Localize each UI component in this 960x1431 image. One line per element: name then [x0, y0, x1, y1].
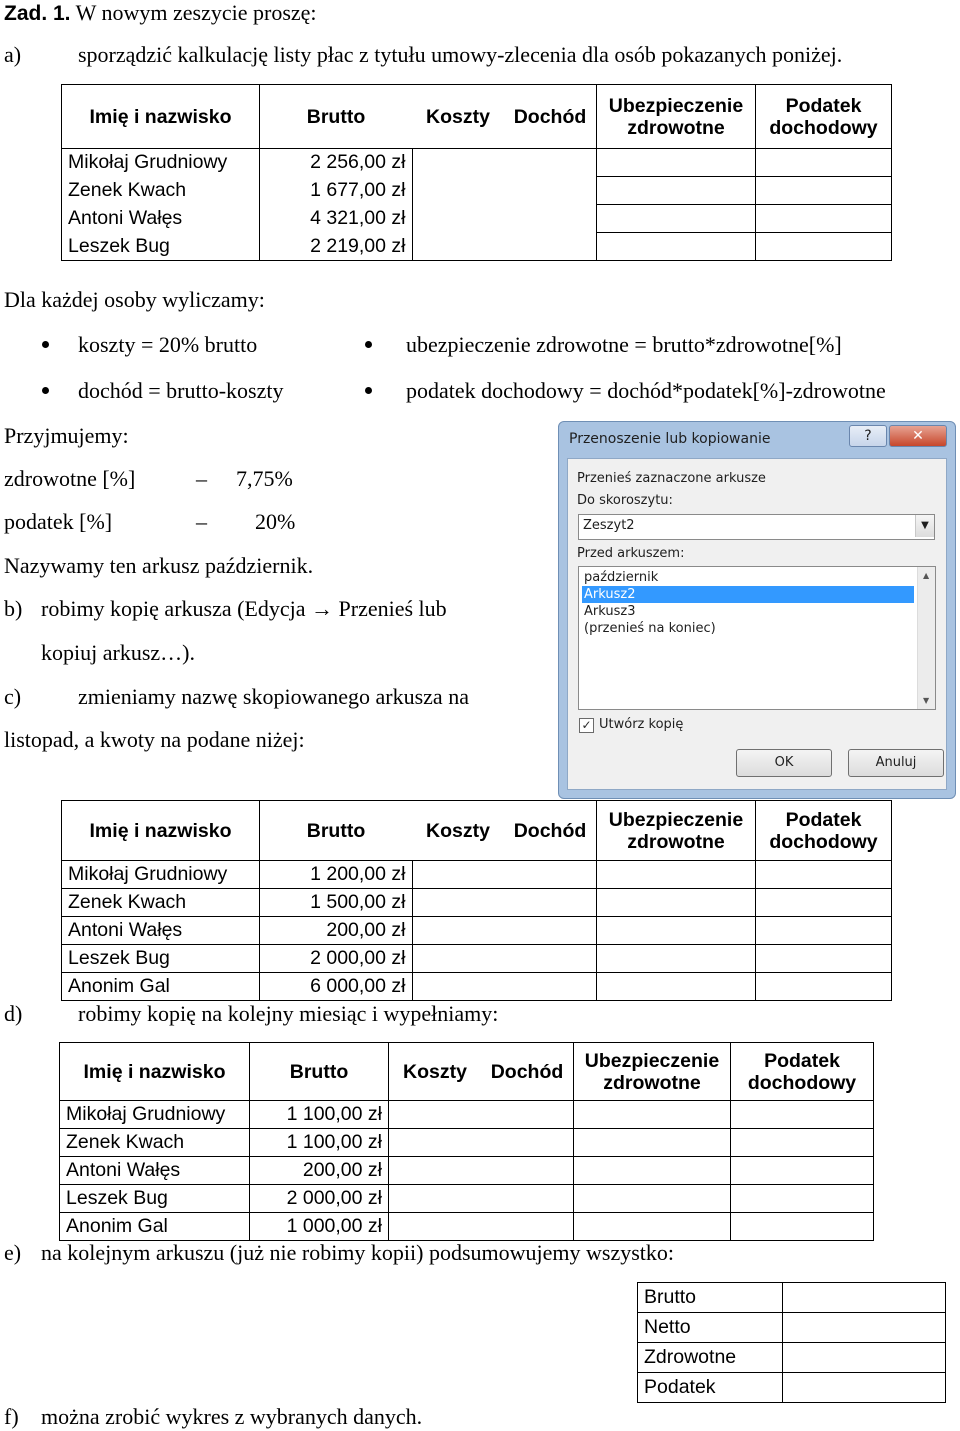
cell-brutto: 200,00 zł: [250, 1157, 389, 1185]
bullet-icon: [365, 341, 372, 348]
table-row: [62, 149, 892, 177]
cell-name: Mikołaj Grudniowy: [62, 149, 260, 177]
table-row: [60, 1157, 874, 1185]
col-header-ubezp: Ubezpieczenie zdrowotne: [597, 801, 756, 861]
dialog-title: Przenoszenie lub kopiowanie: [569, 431, 771, 447]
table-row: [62, 945, 892, 973]
table-row: [60, 1185, 874, 1213]
chevron-down-icon[interactable]: ▼: [915, 515, 934, 537]
summary-label: Podatek: [638, 1373, 783, 1403]
formula-ubezp: ubezpieczenie zdrowotne = brutto*zdrowotne[%]: [406, 332, 842, 357]
step-e-text: na kolejnym arkuszu (już nie robimy kopii) podsumowujemy wszystko:: [41, 1240, 675, 1265]
scroll-up-icon[interactable]: ▲: [923, 571, 930, 580]
cell-name: Zenek Kwach: [62, 177, 260, 205]
table-row: [62, 973, 892, 1001]
table-row: [62, 205, 892, 233]
step-c-line1: zmieniamy nazwę skopiowanego arkusza na: [78, 684, 469, 709]
table-row: [638, 1373, 946, 1403]
cell-name: Leszek Bug: [62, 945, 260, 973]
col-header-podatek: Podatek dochodowy: [756, 85, 892, 149]
cell-name: Leszek Bug: [60, 1185, 250, 1213]
step-e-label: e): [4, 1240, 22, 1265]
cell-brutto: 1 100,00 zł: [250, 1101, 389, 1129]
step-b-label: b): [4, 596, 23, 621]
step-c-line2: listopad, a kwoty na podane niżej:: [4, 727, 305, 752]
sheet-name-note: Nazywamy ten arkusz październik.: [4, 553, 314, 578]
col-header-dochod: Dochód: [481, 1043, 574, 1101]
table-row: [62, 233, 892, 261]
col-header-dochod: Dochód: [504, 85, 597, 149]
col-header-ubezp: Ubezpieczenie zdrowotne: [574, 1043, 731, 1101]
step-f-text: można zrobić wykres z wybranych danych.: [41, 1404, 423, 1429]
help-button[interactable]: ?: [849, 425, 887, 447]
col-header-name: Imię i nazwisko: [62, 801, 260, 861]
cell-brutto: 1 200,00 zł: [260, 861, 413, 889]
step-d-label: d): [4, 1001, 23, 1026]
to-book-select[interactable]: [578, 514, 935, 540]
col-header-brutto: Brutto: [260, 85, 413, 149]
table-row: [638, 1313, 946, 1343]
list-item[interactable]: październik: [584, 570, 659, 585]
payroll-table-november: [61, 800, 892, 1001]
list-item-selected[interactable]: Arkusz2: [582, 586, 914, 603]
cell-brutto: 1 500,00 zł: [260, 889, 413, 917]
cell-brutto: 1 100,00 zł: [250, 1129, 389, 1157]
table-row: [62, 917, 892, 945]
close-button[interactable]: ✕: [889, 425, 947, 447]
dash: –: [196, 509, 207, 534]
list-item[interactable]: (przenieś na koniec): [584, 621, 716, 636]
step-b-line1: robimy kopię arkusza (Edycja → Przenieś lub: [41, 596, 447, 621]
cell-brutto: 2 256,00 zł: [260, 149, 413, 177]
payroll-table-october: [61, 84, 892, 261]
cell-name: Anonim Gal: [60, 1213, 250, 1241]
assume-title: Przyjmujemy:: [4, 423, 129, 448]
step-a-text: sporządzić kalkulację listy płac z tytułu umowy-zlecenia dla osób pokazanych poniżej.: [78, 42, 843, 67]
scrollbar[interactable]: [917, 567, 935, 709]
copy-checkbox[interactable]: ✓: [579, 718, 594, 733]
summary-label: Netto: [638, 1313, 783, 1343]
dash: –: [196, 466, 207, 491]
cell-brutto: 4 321,00 zł: [260, 205, 413, 233]
cell-name: Antoni Wałęs: [60, 1157, 250, 1185]
table-row: [60, 1213, 874, 1241]
cell-name: Leszek Bug: [62, 233, 260, 261]
task-heading: [4, 0, 317, 27]
col-header-koszty: Koszty: [389, 1043, 482, 1101]
podatek-label: podatek [%]: [4, 509, 113, 534]
copy-checkbox-label: Utwórz kopię: [599, 717, 684, 732]
summary-table: [637, 1282, 946, 1403]
bullet-icon: [365, 387, 372, 394]
cell-brutto: 2 000,00 zł: [250, 1185, 389, 1213]
table-row: [62, 861, 892, 889]
move-label: Przenieś zaznaczone arkusze: [577, 471, 766, 486]
col-header-koszty: Koszty: [412, 85, 504, 149]
col-header-ubezp: Ubezpieczenie zdrowotne: [597, 85, 756, 149]
step-a-label: a): [4, 42, 22, 67]
col-header-dochod: Dochód: [504, 801, 597, 861]
col-header-brutto: Brutto: [250, 1043, 389, 1101]
cell-brutto: 2 000,00 zł: [260, 945, 413, 973]
table-row: [62, 177, 892, 205]
to-book-value: Zeszyt2: [583, 518, 635, 533]
cell-name: Mikołaj Grudniowy: [62, 861, 260, 889]
cell-name: Zenek Kwach: [62, 889, 260, 917]
formula-podatek: podatek dochodowy = dochód*podatek[%]-zdrowotne: [406, 378, 886, 403]
zdrowotne-label: zdrowotne [%]: [4, 466, 136, 491]
payroll-table-next-month: [59, 1042, 874, 1241]
move-copy-dialog: [558, 421, 956, 799]
table-row: [60, 1129, 874, 1157]
summary-label: Brutto: [638, 1283, 783, 1313]
cell-name: Anonim Gal: [62, 973, 260, 1001]
calc-intro: Dla każdej osoby wyliczamy:: [4, 287, 265, 312]
cell-name: Antoni Wałęs: [62, 205, 260, 233]
podatek-value: 20%: [255, 509, 296, 534]
cell-brutto: 200,00 zł: [260, 917, 413, 945]
list-item[interactable]: Arkusz3: [584, 604, 636, 619]
cell-name: Zenek Kwach: [60, 1129, 250, 1157]
cell-brutto: 1 677,00 zł: [260, 177, 413, 205]
col-header-brutto: Brutto: [260, 801, 413, 861]
dialog-body: [567, 458, 947, 790]
formula-koszty: koszty = 20% brutto: [78, 332, 258, 357]
step-b-line2: kopiuj arkusz…).: [41, 640, 195, 665]
cell-name: Antoni Wałęs: [62, 917, 260, 945]
table-row: [638, 1343, 946, 1373]
formula-dochod: dochód = brutto-koszty: [78, 378, 284, 403]
scroll-down-icon[interactable]: ▼: [923, 696, 930, 705]
step-c-label: c): [4, 684, 22, 709]
summary-label: Zdrowotne: [638, 1343, 783, 1373]
task-intro: W nowym zeszycie proszę:: [75, 0, 317, 25]
cancel-button[interactable]: Anuluj: [848, 749, 944, 777]
step-d-text: robimy kopię na kolejny miesiąc i wypełniamy:: [78, 1001, 499, 1026]
before-sheet-list[interactable]: [578, 566, 936, 710]
bullet-icon: [42, 387, 49, 394]
before-sheet-label: Przed arkuszem:: [577, 546, 685, 561]
col-header-name: Imię i nazwisko: [60, 1043, 250, 1101]
step-f-label: f): [4, 1404, 19, 1429]
table-row: [62, 889, 892, 917]
cell-brutto: 6 000,00 zł: [260, 973, 413, 1001]
col-header-podatek: Podatek dochodowy: [731, 1043, 874, 1101]
to-book-label: Do skoroszytu:: [577, 493, 673, 508]
col-header-name: Imię i nazwisko: [62, 85, 260, 149]
zdrowotne-value: 7,75%: [236, 466, 293, 491]
cell-brutto: 1 000,00 zł: [250, 1213, 389, 1241]
table-row: [638, 1283, 946, 1313]
table-row: [60, 1101, 874, 1129]
cell-brutto: 2 219,00 zł: [260, 233, 413, 261]
bullet-icon: [42, 341, 49, 348]
arrow-right-icon: →: [311, 596, 334, 621]
col-header-podatek: Podatek dochodowy: [756, 801, 892, 861]
col-header-koszty: Koszty: [412, 801, 504, 861]
ok-button[interactable]: OK: [736, 749, 832, 777]
cell-name: Mikołaj Grudniowy: [60, 1101, 250, 1129]
task-number: Zad. 1.: [4, 2, 71, 25]
